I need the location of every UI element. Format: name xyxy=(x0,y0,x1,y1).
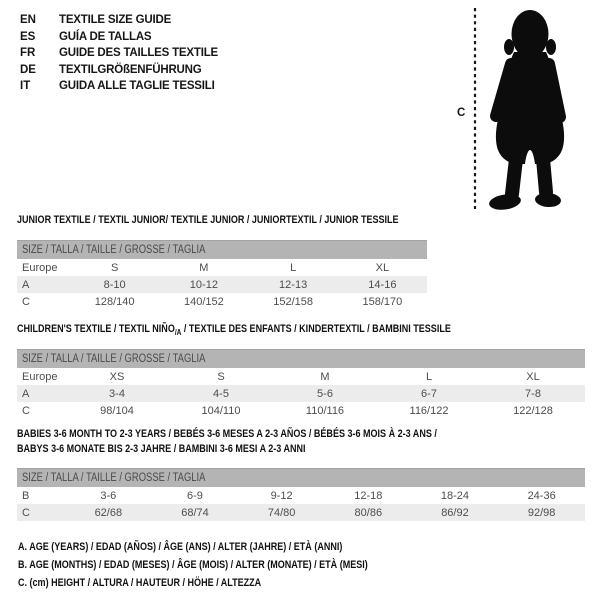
table-row-age xyxy=(17,385,585,402)
language-title: GUÍA DE TALLAS xyxy=(59,30,152,43)
language-header-list xyxy=(20,14,218,97)
row-label: A xyxy=(22,278,30,291)
toddler-silhouette xyxy=(470,4,598,216)
value-cell: 12-13 xyxy=(279,278,308,291)
table-row-age xyxy=(17,276,427,293)
row-label: Europe xyxy=(22,370,58,383)
language-code: EN xyxy=(20,14,36,26)
section-children-textile xyxy=(17,322,585,419)
table-row-height xyxy=(17,504,585,521)
size-cell: S xyxy=(217,370,225,383)
row-label: A xyxy=(22,387,30,400)
table-row-europe xyxy=(17,259,427,276)
table-row-europe xyxy=(17,368,585,385)
table-row-months xyxy=(17,487,585,504)
language-title: TEXTILGRÖßENFÜHRUNG xyxy=(59,63,202,76)
size-cell: M xyxy=(199,261,209,274)
section-title xyxy=(17,322,585,336)
value-cell: 98/104 xyxy=(100,404,134,417)
value-cell: 6-9 xyxy=(187,489,203,502)
section-junior-textile xyxy=(17,213,427,310)
size-cell: L xyxy=(290,261,297,274)
language-row-en xyxy=(20,14,218,31)
language-title: GUIDA ALLE TAGLIE TESSILI xyxy=(59,80,215,93)
measure-label-c: C xyxy=(457,107,466,119)
size-cell: L xyxy=(425,370,433,383)
table-row-height xyxy=(17,293,427,310)
section-title xyxy=(17,427,585,457)
value-cell: 152/158 xyxy=(273,295,313,308)
footnote-a: A. AGE (YEARS) / EDAD (AÑOS) / ÂGE (ANS) / ALTER (JAHRE) / ETÀ (ANNI) xyxy=(18,541,343,553)
section-title-text: JUNIOR TEXTILE / TEXTIL JUNIOR/ TEXTILE JUNIOR / JUNIORTEXTIL / JUNIOR TESSILE xyxy=(17,214,399,226)
size-cell: M xyxy=(320,370,330,383)
section-babies-textile xyxy=(17,427,585,521)
value-cell: 3-6 xyxy=(100,489,117,502)
value-cell: 74/80 xyxy=(267,506,296,519)
value-cell: 7-8 xyxy=(525,387,541,400)
row-label: C xyxy=(22,506,30,519)
junior-size-table xyxy=(17,259,427,310)
value-cell: 24-36 xyxy=(527,489,556,502)
value-cell: 12-18 xyxy=(354,489,383,502)
value-cell: 104/110 xyxy=(201,404,241,417)
section-title-line1: BABIES 3-6 MONTH TO 2-3 YEARS / BEBÉS 3-6 MESES A 2-3 AÑOS / BÉBÉS 3-6 MOIS À 2-3 ANS / xyxy=(17,428,437,440)
language-code: ES xyxy=(20,30,36,43)
value-cell: 10-12 xyxy=(189,278,218,291)
language-code: FR xyxy=(20,47,36,60)
language-row-it xyxy=(20,80,218,97)
size-header-bar xyxy=(17,349,585,368)
language-title: GUIDE DES TAILLES TEXTILE xyxy=(59,47,218,60)
language-code: IT xyxy=(20,80,31,93)
size-header-bar xyxy=(17,468,585,487)
value-cell: 110/116 xyxy=(305,404,345,417)
size-header-bar xyxy=(17,240,427,259)
language-row-fr xyxy=(20,47,218,64)
footnote-legend xyxy=(18,538,445,593)
language-title: TEXTILE SIZE GUIDE xyxy=(59,14,172,26)
footnote-b: B. AGE (MONTHS) / EDAD (MESES) / ÂGE (MOIS) / ALTER (MONATE) / ETÀ (MESI) xyxy=(18,559,368,572)
value-cell: 122/128 xyxy=(513,404,553,417)
babies-size-table xyxy=(17,487,585,521)
value-cell: 92/98 xyxy=(527,506,556,519)
language-row-es xyxy=(20,31,218,48)
size-cell: S xyxy=(110,261,119,274)
value-cell: 8-10 xyxy=(103,278,126,291)
value-cell: 68/74 xyxy=(181,506,209,519)
title-subscript: /A xyxy=(174,328,182,338)
value-cell: 9-12 xyxy=(270,489,293,502)
section-title-text: CHILDREN'S TEXTILE / TEXTIL $NIÑO_{/A}$ / TEXTILE DES ENFANTS / KINDERTEXTIL / BAMBINI TESSILE xyxy=(17,323,451,338)
value-cell: 18-24 xyxy=(440,489,470,502)
language-row-de xyxy=(20,64,218,81)
value-cell: 86/92 xyxy=(441,506,469,519)
size-header-text: SIZE / TALLA / TAILLE / GRÖSSE / TAGLIA xyxy=(22,472,206,484)
section-title xyxy=(17,213,427,227)
section-title-line2: BABYS 3-6 MONATE BIS 2-3 JAHRE / BAMBINI 3-6 MESI A 2-3 ANNI xyxy=(17,443,306,455)
footnote-c: C. (cm) HEIGHT / ALTURA / HAUTEUR / HÖHE / ALTEZZA xyxy=(18,577,262,590)
value-cell: 140/152 xyxy=(183,295,224,308)
language-code: DE xyxy=(20,63,36,76)
value-cell: 6-7 xyxy=(421,387,437,400)
children-size-table xyxy=(17,368,585,419)
value-cell: 158/170 xyxy=(362,295,403,308)
table-row-height xyxy=(17,402,585,419)
value-cell: 4-5 xyxy=(213,387,229,400)
row-label: Europe xyxy=(22,261,58,274)
value-cell: 3-4 xyxy=(109,387,125,400)
size-cell: XL xyxy=(375,261,390,274)
size-cell: XS xyxy=(109,370,125,383)
value-cell: 116/122 xyxy=(409,404,449,417)
value-cell: 5-6 xyxy=(317,387,333,400)
row-label: C xyxy=(22,404,30,417)
value-cell: 62/68 xyxy=(94,506,123,519)
row-label: C xyxy=(22,295,30,308)
value-cell: 80/86 xyxy=(354,506,383,519)
size-header-text: SIZE / TALLA / TAILLE / GRÖSSE / TAGLIA xyxy=(22,353,206,365)
value-cell: 14-16 xyxy=(368,278,397,291)
size-cell: XL xyxy=(526,370,540,383)
size-header-text: SIZE / TALLA / TAILLE / GRÖSSE / TAGLIA xyxy=(22,244,206,256)
value-cell: 128/140 xyxy=(94,295,135,308)
row-label: B xyxy=(22,489,30,502)
